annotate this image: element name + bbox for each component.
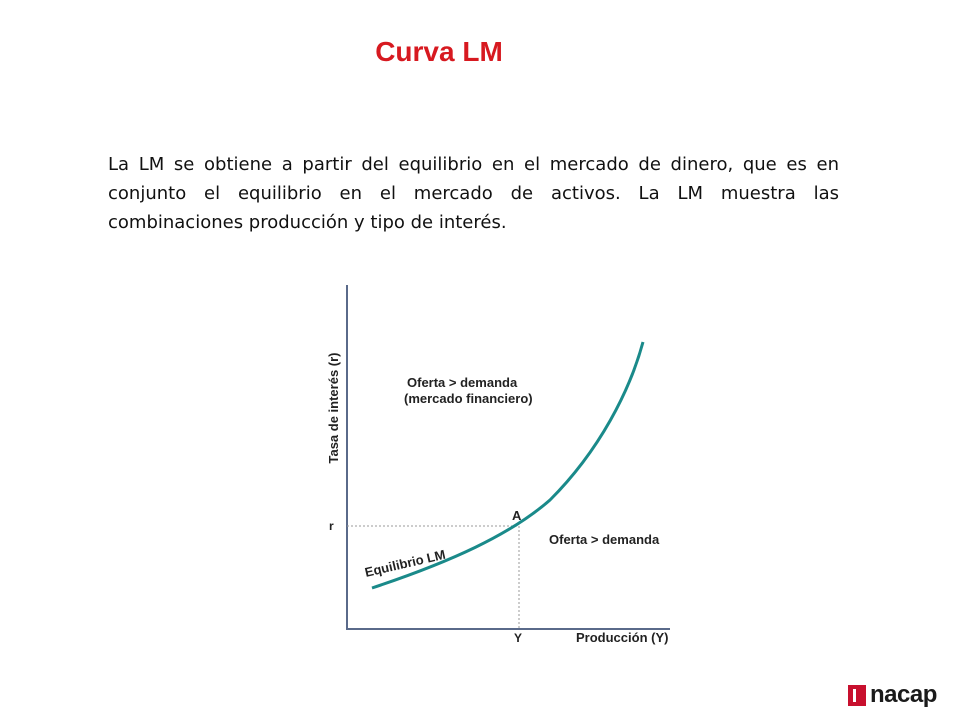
x-axis-label: Producción (Y) [576,630,669,645]
inacap-logo-text: nacap [870,681,937,708]
slide-title: Curva LM [375,36,503,67]
slide-body-text: La LM se obtiene a partir del equilibrio en el mercado de dinero, que es en conjunto el equilibrio en el mercado de activos. La LM muestra las combinaciones producción y tipo de interés. [108,154,839,233]
curve-label: Equilibrio LM [363,546,447,580]
lm-curve-diagram [300,270,700,660]
inacap-logo-mark-icon [848,685,866,706]
point-a-label: A [512,508,522,523]
y-tick-label: Y [514,631,523,645]
region-above-label-2: (mercado financiero) [404,391,533,406]
region-below-label: Oferta > demanda [549,532,660,547]
r-tick-label: r [329,519,334,533]
inacap-logo [848,681,937,709]
y-axis-label: Tasa de interés (r) [326,352,341,464]
region-above-label-1: Oferta > demanda [407,375,518,390]
